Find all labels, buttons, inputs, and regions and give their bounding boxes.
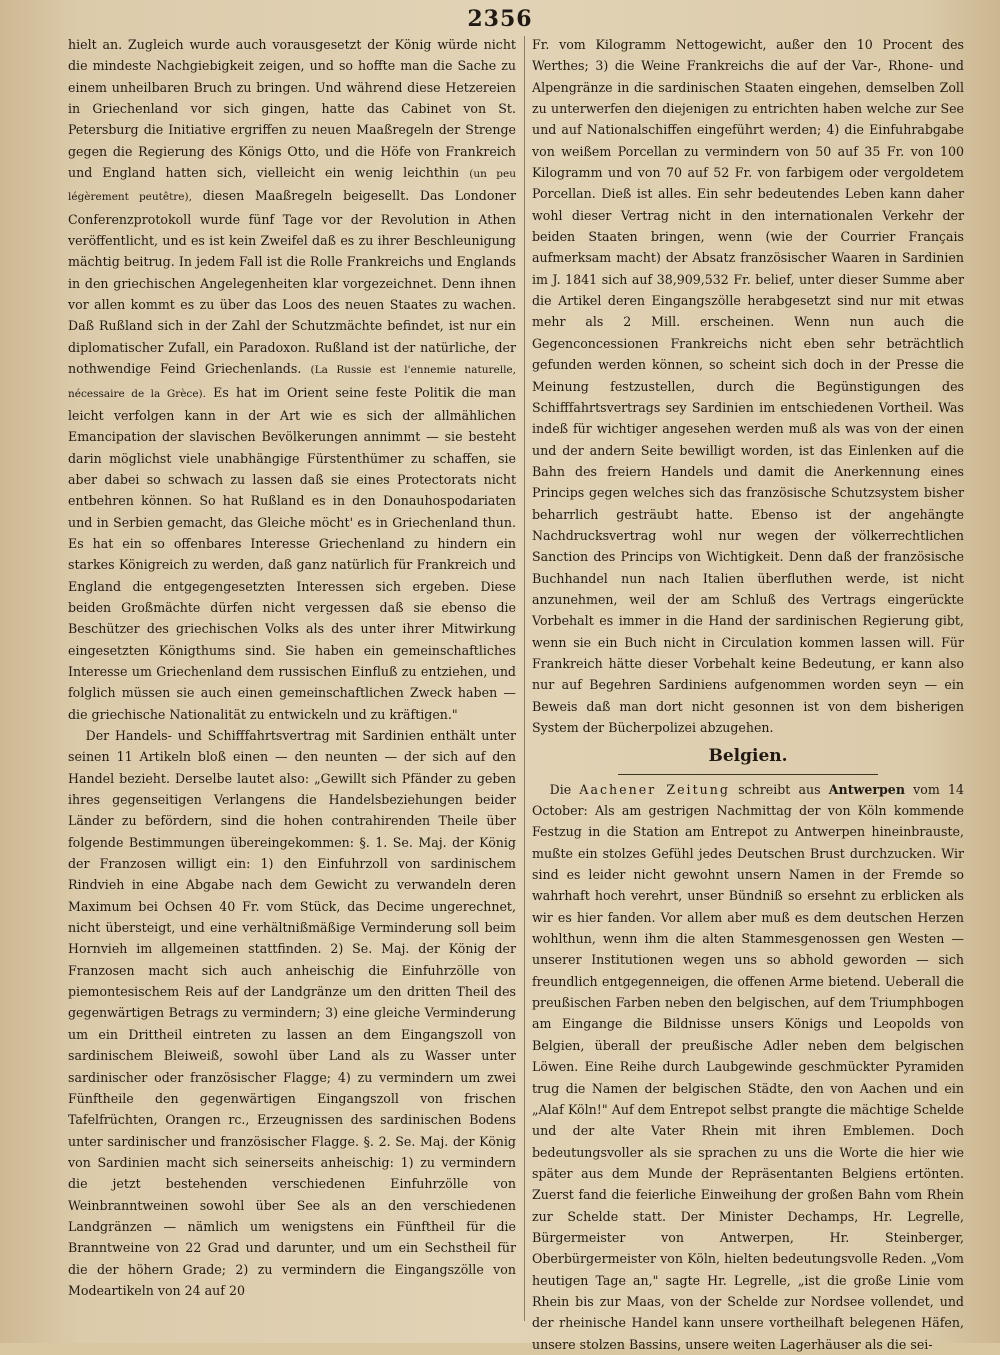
column-divider [524, 36, 525, 1321]
article-paragraph [532, 779, 964, 1355]
article-text: Die [549, 781, 572, 797]
article-paragraph [68, 34, 516, 725]
article-paragraph: Der Handels- und Schifffahrtsvertrag mit Sardinien enthält unter seinen 11 Artikeln bloß einen — den neunten — der sich auf den Handel bezieht. Derselbe lautet also: „Gewillt sich Pfänder zu geben ihres gegenseitigen Verlangens die Handelsbeziehungen beider Länder zu befördern, sind die hohen contrahirenden Theile über folgende Bestimmungen übereingekommen: §. 1. Se. Maj. der König der Franzosen willigt ein: 1) den Einfuhrzoll von sardinischem Rindvieh in eine Abgabe nach dem Gewicht zu verwandeln deren Maximum bei Ochsen 40 Fr. vom Stück, das Decime ungerechnet, nicht übersteigt, und eine verhältnißmäßige Verminderung soll beim Hornvieh im allgemeinen stattfinden. 2) Se. Maj. der König der Franzosen macht sich auch anheischig die Einfuhrzölle von piemontesischem Reis auf der Landgränze um den dritten Theil des gegenwärtigen Betrags zu vermindern; 3) eine gleiche Verminderung um ein Drittheil eintreten zu lassen an dem Eingangszoll von sardinischem Bleiweiß, sowohl über Land als zu Wasser unter sardinischer oder französischer Flagge; 4) zu vermindern um zwei Fünftheile den gegenwärtigen Eingangszoll von frischen Tafelfrüchten, Orangen rc., Erzeugnissen des sardinischen Bodens unter sardinischer und französischer Flagge. §. 2. Se. Maj. der König von Sardinien macht sich seinerseits anheischig: 1) zu vermindern die jetzt bestehenden verschiedenen Einfuhrzölle von Weinbranntweinen sowohl über See als an den verschiedenen Landgränzen — nämlich um wenigstens ein Fünftheil für die Branntweine von 22 Grad und darunter, und um ein Sechstheil für die der höhern Grade; 2) zu vermindern die Eingangszölle von Modeartikeln von 24 auf 20 [68, 728, 516, 1298]
right-column [532, 34, 964, 1352]
french-quote: (un peu légèrement peutêtre), [68, 168, 516, 204]
article-text: diesen Maaßregeln beigesellt. Das Londoner Conferenzprotokoll wurde fünf Tage vor der Revolution in Athen veröffentlicht, und es ist kein Zweifel daß es zu ihrer Beschleunigung mächtig beitrug. In jedem Fall ist die Rolle Frankreichs und Englands in den griechischen Angelegenheiten klar vorgezeichnet. Denn ihnen vor allen kommt es zu über das Loos des neuen Staates zu wachen. Daß Rußland sich in der Zahl der Schutzmächte befindet, ist nur ein diplomatischer Zufall, ein Paradoxon. Rußland ist der natürliche, der nothwendige Feind Griechenlands. [68, 188, 516, 377]
newspaper-name: Aachener Zeitung [579, 781, 730, 797]
left-column [68, 34, 516, 1323]
heading-rule [618, 774, 877, 775]
section-heading: Belgien. [708, 746, 788, 767]
page-number: 2356 [467, 6, 533, 32]
article-text: vom 14 October: Als am gestrigen Nachmittag der von Köln kommende Festzug in die Station am Entrepot zu Antwerpen hineinbrauste, mußte ein stolzes Gefühl jedes Deutschen Brust durchzucken. Wir sind es leider nicht gewohnt unsern Namen in der Fremde so wahrhaft hoch verehrt, unser Bündniß so ersehnt zu erblicken als wir es hier fanden. Vor allem aber muß es dem deutschen Herzen wohlthun, wenn ihm die alten Stammesgenossen gen Westen — unserer Institutionen wegen uns so abhold geworden — sich freundlich entgegenneigen, die offenen Arme bietend. Ueberall die preußischen Farben neben den belgischen, auf dem Triumphbogen am Eingange die Bildnisse unsers Königs und Leopolds von Belgien, überall der preußische Adler neben dem belgischen Löwen. Eine Reihe durch Laubgewinde geschmückter Pyramiden trug die Namen der belgischen Städte, den von Aachen und ein „Alaf Köln!" Auf dem Entrepot selbst prangte die mächtige Schelde und der alte Vater Rhein mit ihren Emblemen. Doch bedeutungsvoller als sie sprachen zu uns die Worte die hier wie später aus dem Munde der Repräsentanten Belgiens ertönten. Zuerst fand die feierliche Einweihung der großen Bahn vom Rhein zur Schelde statt. Der Minister Dechamps, Hr. Legrelle, Bürgermeister von Antwerpen, Hr. Steinberger, Oberbürgermeister von Köln, hielten bedeutungsvolle Reden. „Vom heutigen Tage an," sagte Hr. Legrelle, „ist die große Linie vom Rhein bis zur Maas, von der Schelde zur Nordsee vollendet, und der rheinische Handel kann unsere vortheilhaft belegenen Häfen, unsere stolzen Bassins, unsere weiten Lagerhäuser als die sei- [532, 781, 964, 1352]
article-text: hielt an. Zugleich wurde auch vorausgesetzt der König würde nicht die mindeste Nachgiebigkeit zeigen, und so hoffte man die Sache zu einem unheilbaren Bruch zu bringen. Und während diese Hetzereien in Griechenland vor sich gingen, hatte das Cabinet von St. Petersburg die Initiative ergriffen zu neuen Maaßregeln der Strenge gegen die Regierung des Königs Otto, und die Höfe von Frankreich und England hatten sich, vielleicht ein wenig leichthin [68, 37, 516, 181]
article-text: Es hat im Orient seine feste Politik die man leicht verfolgen kann in der Art wie es sich der allmählichen Emancipation der slavischen Bevölkerungen annimmt — sie besteht darin möglichst viele unabhängige Fürstenthümer zu schaffen, sie aber dabei so schwach zu lassen daß sie eines Protectorats nicht entbehren können. So hat Rußland es in den Donauhospodariaten und in Serbien gemacht, das Gleiche möcht' es in Griechenland thun. Es hat ein so offenbares Interesse Griechenland zu hindern ein starkes Königreich zu werden, daß ganz natürlich für Frankreich und England die entgegengesetzten Interessen sich ergeben. Diese beiden Großmächte dürfen nicht vergessen daß sie ebenso die Beschützer des griechischen Volks als des unter ihrer Mitwirkung eingesetzten Königthums sind. Sie haben ein gemeinschaftliches Interesse um Griechenland dem russischen Einfluß zu entziehen, und folglich müssen sie auch einen gemeinschaftlichen Zweck haben — die griechische Nationalität zu entwickeln und zu kräftigen." [68, 384, 516, 722]
article-paragraph: Fr. vom Kilogramm Nettogewicht, außer den 10 Procent des Werthes; 3) die Weine Frankreichs die auf der Var-, Rhone- und Alpengränze in die sardinischen Staaten eingehen, demselben Zoll zu unterwerfen den diejenigen zu entrichten haben welche zur See und auf Nationalschiffen eingeführt werden; 4) die Einfuhrabgabe von weißem Porcellan zu vermindern von 50 auf 35 Fr. von 100 Kilogramm und von 70 auf 52 Fr. von farbigem oder vergoldetem Porcellan. Dieß ist alles. Ein sehr bedeutendes Leben kann daher wohl dieser Vertrag nicht in den internationalen Verkehr der beiden Staaten bringen, wenn (wie der Courrier Français aufmerksam macht) der Absatz französischer Waaren in Sardinien im J. 1841 sich auf 38,909,532 Fr. belief, unter dieser Summe aber die Artikel deren Eingangszölle herabgesetzt sind nur mit etwas mehr als 2 Mill. erscheinen. Wenn nun auch die Gegenconcessionen Frankreichs nicht eben sehr beträchtlich gefunden werden können, so scheint sich doch in der Presse die Meinung festzustellen, durch die Begünstigungen des Schifffahrtsvertrags sey Sardinien im entschiedenen Vortheil. Was indeß für wichtiger angesehen werden muß als was von der einen und der andern Seite bewilligt worden, ist das Einlenken auf die Bahn des freiern Handels und damit die Anerkennung eines Princips gegen welches sich das französische Schutzsystem bisher beharrlich gesträubt hatte. Ebenso ist der angehängte Nachdrucksvertrag wohl nur wegen der völkerrechtlichen Sanction des Princips von Wichtigkeit. Denn daß der französische Buchhandel nun nach Italien überfluthen werde, ist nicht anzunehmen, weil der am Schluß des Vertrags eingerückte Vorbehalt es immer in die Hand der sardinischen Regierung gibt, wenn sie ein Buch nicht in Circulation kommen lassen will. Für Frankreich hätte dieser Vorbehalt keine Bedeutung, er kann also nur auf Begehren Sardiniens aufgenommen worden seyn — ein Beweis daß man dort nicht gesonnen ist von dem bisherigen System der Bücherpolizei abzugehen. [532, 37, 964, 735]
article-text: schreibt aus [738, 781, 821, 797]
french-quote: (La Russie est l'ennemie naturelle, nécessaire de la Grèce). [68, 364, 516, 400]
city-name: Antwerpen [828, 781, 905, 797]
